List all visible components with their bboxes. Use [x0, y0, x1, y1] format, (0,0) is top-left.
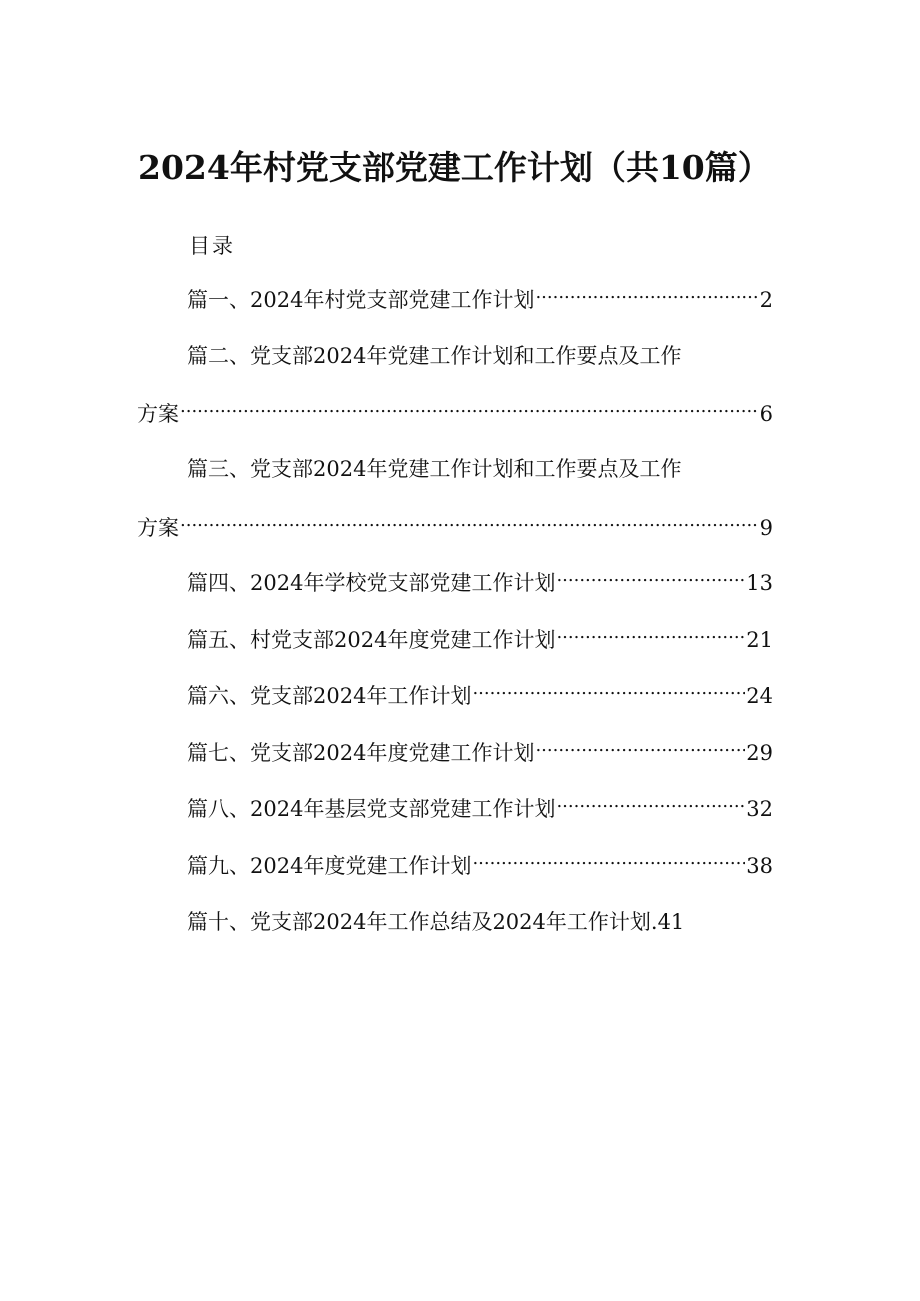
- toc-entry-text: 篇七、党支部2024年度党建工作计划: [187, 741, 535, 765]
- toc-entry-page: 21: [746, 628, 773, 652]
- toc-leader-dots: [472, 852, 745, 873]
- toc-entry-9[interactable]: [187, 850, 773, 882]
- toc-leader-dots: [556, 795, 745, 816]
- toc-leader-dots: [472, 682, 745, 703]
- toc-entry-5[interactable]: [187, 624, 773, 656]
- toc-entry-text: 篇三、党支部2024年党建工作计划和工作要点及工作: [187, 457, 682, 481]
- toc-entry-page: 6: [759, 402, 773, 426]
- toc-leader-dots: [180, 514, 759, 535]
- toc-entry-page: 9: [759, 516, 773, 540]
- toc-entry-2[interactable]: [187, 340, 681, 372]
- toc-leader-dots: [535, 286, 758, 307]
- toc-entry-page: 2: [759, 288, 773, 312]
- toc-entry-text: 篇四、2024年学校党支部党建工作计划: [187, 571, 556, 595]
- toc-entry-page: 24: [746, 684, 773, 708]
- toc-entry-4[interactable]: [187, 567, 773, 599]
- toc-entry-1[interactable]: [187, 284, 773, 316]
- toc-entry-6[interactable]: [187, 680, 773, 712]
- toc-entry-text: 篇十、党支部2024年工作总结及2024年工作计划.: [187, 910, 658, 934]
- toc-entry-text: 篇二、党支部2024年党建工作计划和工作要点及工作: [187, 344, 682, 368]
- toc-leader-dots: [535, 739, 745, 760]
- toc-entry-text: 篇八、2024年基层党支部党建工作计划: [187, 797, 556, 821]
- toc-entry-7[interactable]: [187, 737, 773, 769]
- toc-entry-8[interactable]: [187, 793, 773, 825]
- toc-heading: 目录: [189, 234, 235, 258]
- toc-entry-text: 篇一、2024年村党支部党建工作计划: [187, 288, 535, 312]
- document-title: 2024年村党支部党建工作计划（共10篇）: [138, 148, 771, 187]
- toc-entry-page: 29: [746, 741, 773, 765]
- toc-entry-page: 38: [746, 854, 773, 878]
- toc-entry-3[interactable]: [187, 453, 681, 485]
- toc-entry-10[interactable]: [187, 906, 684, 938]
- toc-entry-text: 篇六、党支部2024年工作计划: [187, 684, 472, 708]
- toc-entry-text: 方案: [137, 402, 179, 426]
- toc-entry-page: 32: [746, 797, 773, 821]
- toc-entry-text: 篇九、2024年度党建工作计划: [187, 854, 472, 878]
- toc-entry-text: 篇五、村党支部2024年度党建工作计划: [187, 628, 556, 652]
- toc-leader-dots: [556, 569, 745, 590]
- toc-entry-3-continuation[interactable]: [137, 512, 773, 544]
- toc-entry-page: 13: [746, 571, 773, 595]
- toc-leader-dots: [180, 400, 759, 421]
- toc-entry-2-continuation[interactable]: [137, 398, 773, 430]
- toc-leader-dots: [556, 626, 745, 647]
- toc-entry-text: 方案: [137, 516, 179, 540]
- toc-entry-page: 41: [657, 910, 685, 934]
